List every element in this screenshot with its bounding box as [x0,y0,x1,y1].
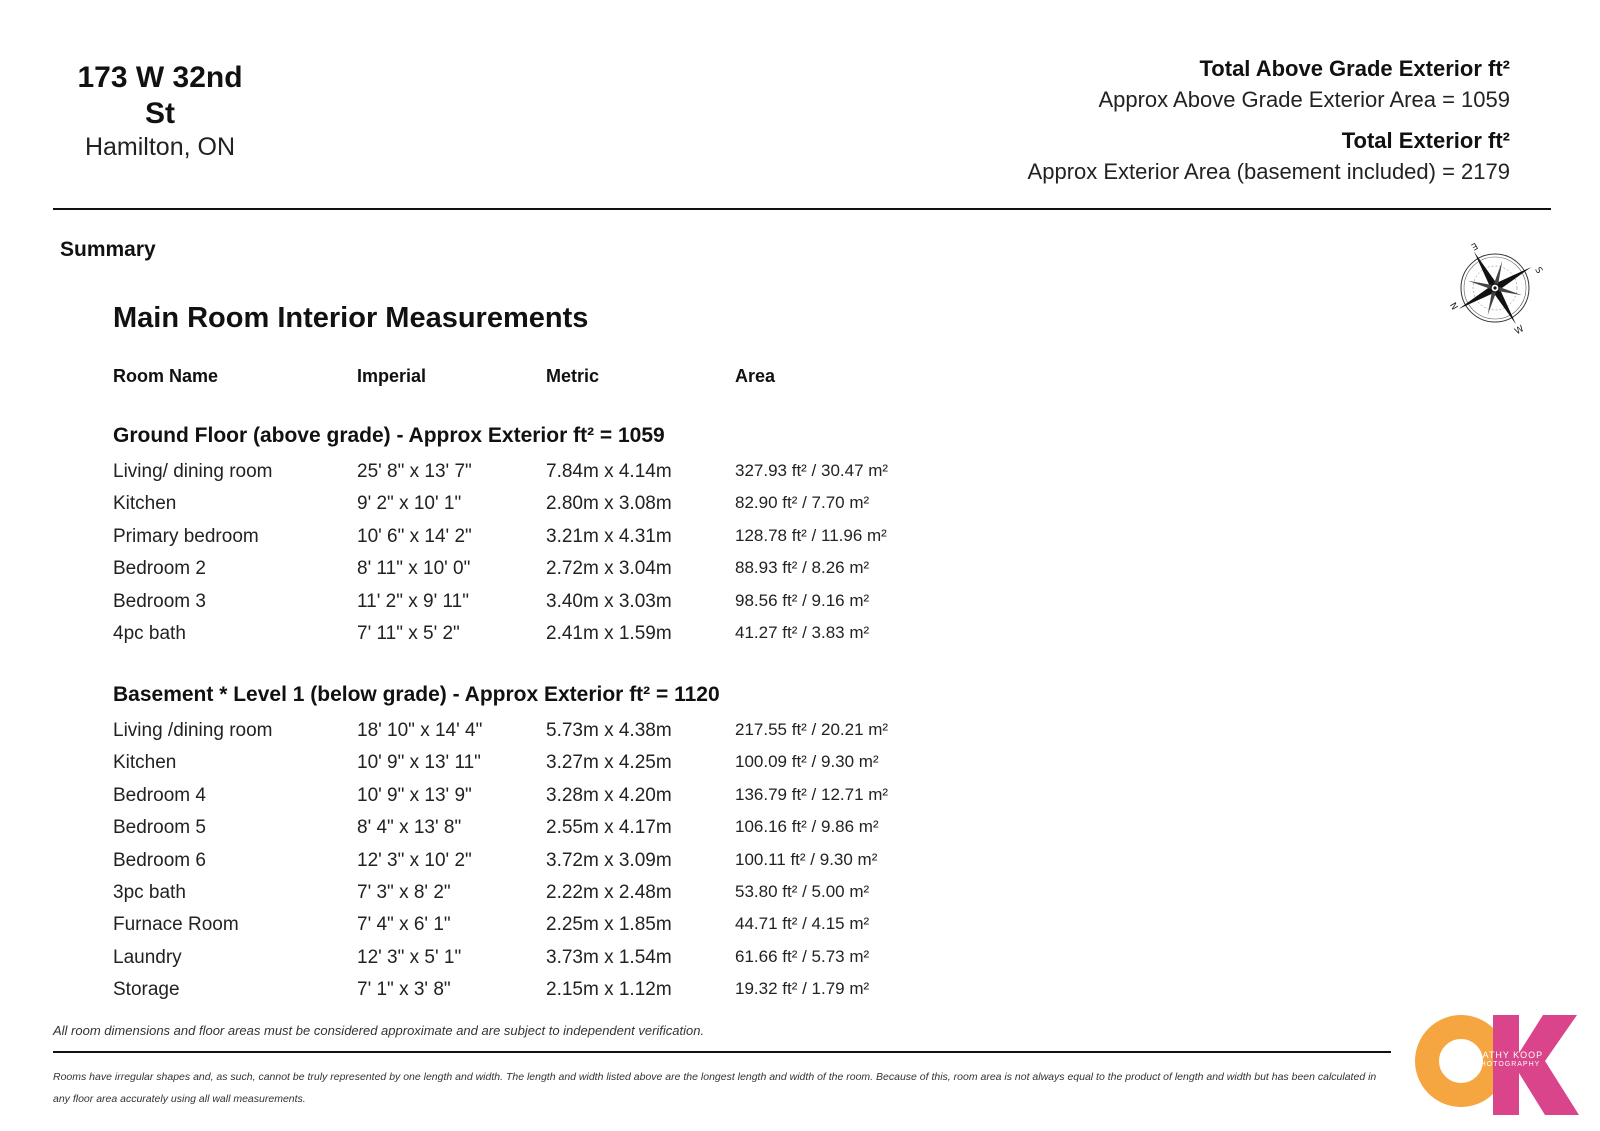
area-cell: 88.93 ft² / 8.26 m² [735,558,870,578]
imperial-cell: 10' 9" x 13' 11" [357,752,481,774]
area-cell: 61.66 ft² / 5.73 m² [735,946,870,966]
imperial-cell: 8' 4" x 13' 8" [357,817,462,839]
column-header-imperial: Imperial [357,366,427,386]
imperial-cell: 12' 3" x 5' 1" [357,946,462,968]
area-cell: 82.90 ft² / 7.70 m² [735,493,870,513]
metric-cell: 3.27m x 4.25m [546,752,672,774]
room-name-cell: 4pc bath [113,623,186,644]
ground-floor-title: Ground Floor (above grade) - Approx Exterior ft² = 1059 [113,424,665,447]
area-cell: 53.80 ft² / 5.00 m² [735,882,870,901]
imperial-cell: 10' 9" x 13' 9" [357,784,472,806]
metric-cell: 2.22m x 2.48m [546,882,672,903]
room-name-cell: Storage [113,979,180,1001]
room-name-cell: Bedroom 3 [113,590,206,612]
footnote-text: Rooms have irregular shapes and, as such, cannot be truly represented by one length and width. The length and width listed above are the longest length and width of the room. Because of this, room area is not always equal to the product of length and width but has been calculated in any floor area accurately using all wall measurements. [53,1071,1377,1105]
metric-cell: 3.28m x 4.20m [546,784,672,806]
main-title: Main Room Interior Measurements [113,302,589,334]
imperial-cell: 8' 11" x 10' 0" [357,558,471,580]
metric-cell: 3.73m x 1.54m [546,946,672,968]
imperial-cell: 9' 2" x 10' 1" [357,493,462,515]
property-city: Hamilton, ON [84,133,236,161]
metric-cell: 2.41m x 1.59m [546,623,672,644]
imperial-cell: 25' 8" x 13' 7" [357,461,472,482]
logo-text: CATHY KOOP PHOTOGRAPHY [1475,1050,1544,1068]
imperial-cell: 7' 4" x 6' 1" [357,914,451,936]
compass-w-label: W [1513,324,1526,338]
area-cell: 98.56 ft² / 9.16 m² [735,590,870,610]
footer-divider [53,1051,1391,1053]
imperial-cell: 7' 3" x 8' 2" [357,882,451,903]
area-cell: 217.55 ft² / 20.21 m² [735,720,889,739]
area-cell: 100.11 ft² / 9.30 m² [735,849,878,869]
room-name-cell: 3pc bath [113,882,186,903]
imperial-cell: 18' 10" x 14' 4" [357,720,483,741]
area-cell: 100.09 ft² / 9.30 m² [735,752,879,772]
header-divider [53,208,1551,210]
room-name-cell: Bedroom 5 [113,817,206,839]
property-address-block [60,60,260,162]
compass-rose-icon [1445,238,1545,338]
area-totals-block [1028,54,1510,188]
property-address: 173 W 32nd St [77,61,243,130]
imperial-cell: 10' 6" x 14' 2" [357,525,472,547]
metric-cell: 2.72m x 3.04m [546,558,672,580]
room-name-cell: Kitchen [113,752,177,774]
area-cell: 327.93 ft² / 30.47 m² [735,461,889,480]
metric-cell: 2.15m x 1.12m [546,979,672,1001]
room-name-cell: Laundry [113,946,182,968]
compass-s-label: S [1532,265,1544,276]
total-exterior-title: Total Exterior ft² [1341,128,1510,153]
room-name-cell: Bedroom 2 [113,558,206,580]
column-header-metric: Metric [546,366,600,386]
compass-n-label: N [1449,299,1462,311]
summary-label: Summary [60,238,156,261]
imperial-cell: 7' 11" x 5' 2" [357,623,460,644]
column-header-area: Area [735,366,776,386]
above-grade-title: Total Above Grade Exterior ft² [1199,56,1510,81]
metric-cell: 5.73m x 4.38m [546,720,672,741]
area-cell: 44.71 ft² / 4.15 m² [735,914,870,934]
basement-title: Basement * Level 1 (below grade) - Approx Exterior ft² = 1120 [113,683,720,706]
room-name-cell: Living/ dining room [113,461,273,482]
metric-cell: 3.40m x 3.03m [546,590,672,612]
area-cell: 41.27 ft² / 3.83 m² [735,623,870,642]
area-cell: 106.16 ft² / 9.86 m² [735,817,879,837]
metric-cell: 7.84m x 4.14m [546,461,672,482]
area-cell: 128.78 ft² / 11.96 m² [735,525,887,545]
column-header-room: Room Name [113,366,219,386]
metric-cell: 3.72m x 3.09m [546,849,672,871]
disclaimer-text: All room dimensions and floor areas must be considered approximate and are subject to independent verification. [53,1023,705,1038]
total-exterior-value: Approx Exterior Area (basement included) = 2179 [1027,159,1510,184]
room-name-cell: Kitchen [113,493,177,515]
compass-e-label: E [1469,239,1479,252]
room-name-cell: Bedroom 6 [113,849,206,871]
room-name-cell: Bedroom 4 [113,784,206,806]
room-name-cell: Furnace Room [113,914,239,936]
area-cell: 19.32 ft² / 1.79 m² [735,979,870,999]
metric-cell: 2.25m x 1.85m [546,914,672,936]
imperial-cell: 11' 2" x 9' 11" [357,590,469,612]
room-name-cell: Primary bedroom [113,525,259,547]
above-grade-value: Approx Above Grade Exterior Area = 1059 [1098,87,1510,112]
imperial-cell: 7' 1" x 3' 8" [357,979,451,1001]
area-cell: 136.79 ft² / 12.71 m² [735,784,889,804]
imperial-cell: 12' 3" x 10' 2" [357,849,472,871]
room-name-cell: Living /dining room [113,720,273,741]
metric-cell: 2.80m x 3.08m [546,493,672,515]
metric-cell: 2.55m x 4.17m [546,817,672,839]
metric-cell: 3.21m x 4.31m [546,525,672,547]
